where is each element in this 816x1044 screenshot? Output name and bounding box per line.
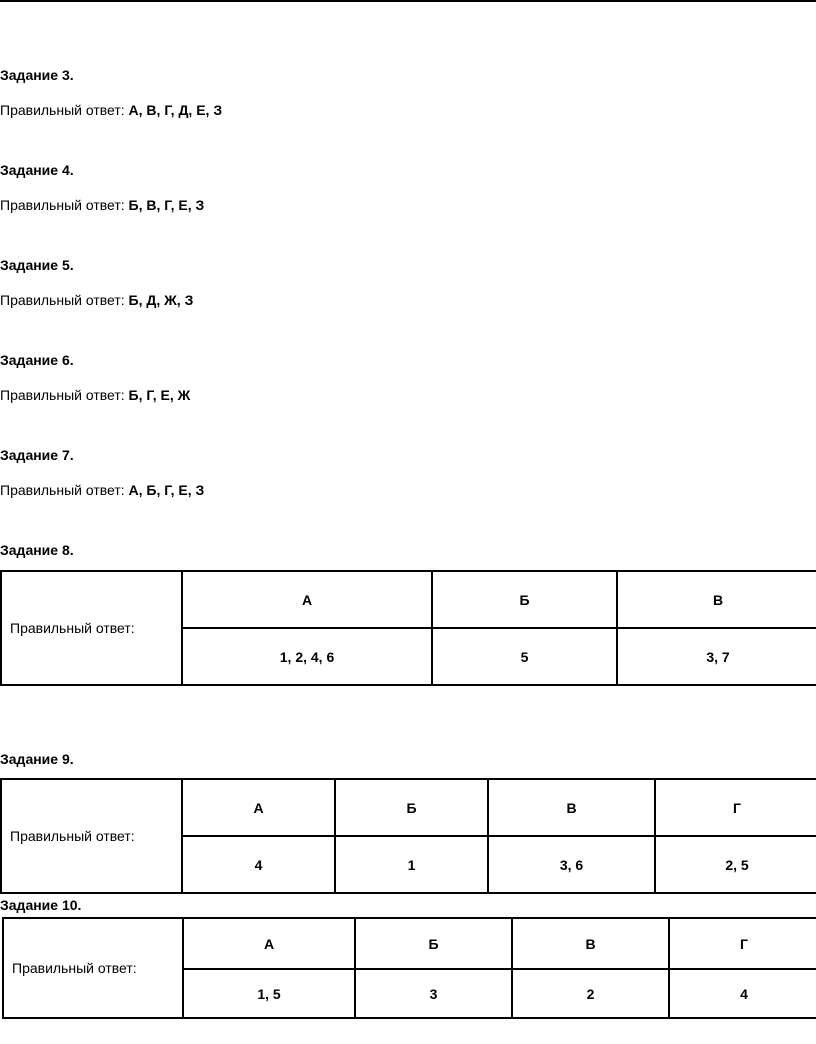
answer-cell: 2 (512, 969, 669, 1018)
task-6-answer (0, 386, 190, 404)
column-header: Б (335, 779, 488, 836)
column-header: В (512, 918, 669, 969)
answer-value: Б, Г, Е, Ж (128, 387, 191, 403)
answer-value: Б, В, Г, Е, З (128, 197, 205, 213)
task-7-title: Задание 7. (0, 447, 74, 463)
answer-value: Б, Д, Ж, З (128, 292, 194, 308)
answer-prefix: Правильный ответ: (0, 102, 129, 118)
answer-prefix: Правильный ответ: (0, 482, 129, 498)
task-3-answer (0, 101, 222, 119)
table-row (1, 571, 816, 628)
answer-prefix: Правильный ответ: (0, 197, 129, 213)
task-8-table (0, 570, 816, 686)
answer-label: Правильный ответ: (1, 779, 182, 893)
answer-cell: 1, 5 (183, 969, 355, 1018)
answer-cell: 1, 2, 4, 6 (182, 628, 432, 685)
table-row (3, 918, 816, 969)
answer-prefix: Правильный ответ: (0, 292, 129, 308)
column-header: Б (432, 571, 617, 628)
task-9-title: Задание 9. (0, 751, 74, 767)
task-4-title: Задание 4. (0, 162, 74, 178)
answer-cell: 3, 6 (488, 836, 655, 893)
answer-prefix: Правильный ответ: (0, 387, 129, 403)
column-header: А (182, 779, 335, 836)
column-header: А (182, 571, 432, 628)
task-9-table (0, 778, 816, 894)
table-row (1, 779, 816, 836)
task-4-answer (0, 196, 204, 214)
top-rule (0, 0, 816, 2)
column-header: Б (355, 918, 512, 969)
answer-cell: 3, 7 (617, 628, 816, 685)
answer-label: Правильный ответ: (1, 571, 182, 685)
answer-value: А, В, Г, Д, Е, З (128, 102, 223, 118)
column-header: Г (655, 779, 816, 836)
column-header: Г (669, 918, 816, 969)
column-header: А (183, 918, 355, 969)
column-header: В (488, 779, 655, 836)
task-3-title: Задание 3. (0, 67, 74, 83)
answer-cell: 3 (355, 969, 512, 1018)
task-10-title: Задание 10. (0, 897, 82, 913)
task-10-table (2, 917, 816, 1019)
answer-cell: 4 (669, 969, 816, 1018)
task-5-title: Задание 5. (0, 257, 74, 273)
answer-cell: 4 (182, 836, 335, 893)
task-6-title: Задание 6. (0, 352, 74, 368)
answer-value: А, Б, Г, Е, З (128, 482, 205, 498)
task-5-answer (0, 291, 193, 309)
task-7-answer (0, 481, 204, 499)
answer-cell: 1 (335, 836, 488, 893)
answer-cell: 2, 5 (655, 836, 816, 893)
column-header: В (617, 571, 816, 628)
answer-label: Правильный ответ: (3, 918, 183, 1018)
answer-cell: 5 (432, 628, 617, 685)
task-8-title: Задание 8. (0, 542, 74, 558)
